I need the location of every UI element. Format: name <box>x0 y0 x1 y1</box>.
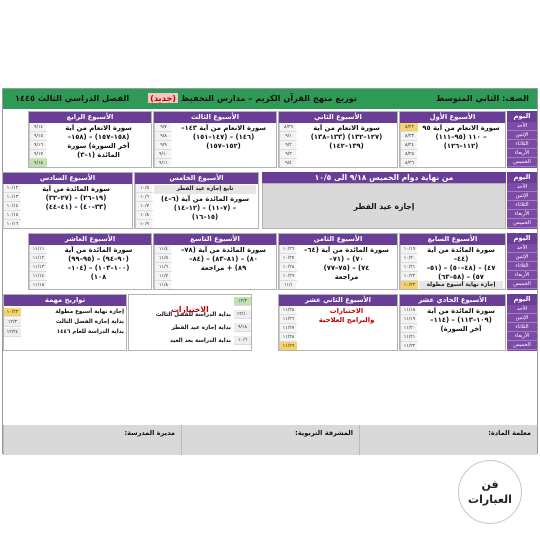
week-content: سورة الانعام من آية (١٢٧–١٣٢) (١٣٣–١٣٨) (١٣٩–١٤٢) <box>310 124 383 150</box>
curriculum-sheet <box>2 88 538 454</box>
day-label: الأحد <box>507 305 537 314</box>
date-cell: ٩/٢ <box>280 141 297 150</box>
date-column <box>154 245 171 290</box>
week-content: سورة المائدة من آية (٦–٤) – (٧–١١) – (١٢–١٤) (١٥–١٦) <box>160 195 250 221</box>
day-column <box>507 244 537 290</box>
date-column <box>279 306 296 351</box>
important-date-row <box>4 328 126 337</box>
week-content: سورة المائدة من آية (٧٨– ٨٠) – (٨١–٨٣) – (٨٤– ٨٩) + مراجعة <box>181 246 266 272</box>
exam-row <box>129 310 251 320</box>
new-tag: (جديد) <box>150 93 176 103</box>
date-cell: ١١/١٥ <box>30 281 47 290</box>
exam-date: ٩/١٨ <box>234 323 251 332</box>
week-block <box>278 111 398 168</box>
week-content: سورة الانعام من آية ٩٥ – ١١٠ (٩٥–١١١) (١١٢–١٢٦) <box>422 124 500 150</box>
day-label: الخميس <box>507 219 537 228</box>
exam-date: ١٢/١٠ <box>234 310 251 319</box>
week-header: الأسبوع الأول <box>400 112 505 123</box>
date-cell: ١١/١٢ <box>30 254 47 263</box>
week-content: سورة المائدة من آية (٦٤– ٧٠) – (٧١– ٧٤) – (٧٥–٧٧) مراجعة <box>304 246 389 281</box>
date-column <box>400 245 417 290</box>
date-column <box>3 184 20 229</box>
date-cell: ١١/٢٩ <box>280 342 297 351</box>
date-cell: ٩/١٧ <box>30 150 47 159</box>
date-cell: ٨/٢٣ <box>401 132 418 141</box>
week-content: سورة المائدة من آية (٤٤– ٤٧) – (٤٨–٥٠) – (٥١– ٥٧) – (٥٨–٦٣) <box>426 246 496 281</box>
signature-footer <box>3 425 537 455</box>
date-cell: ١١/٦ <box>155 263 172 272</box>
exam-text: بداية الدراسة بعد العيد <box>169 338 231 344</box>
day-label: الخميس <box>507 158 537 167</box>
date-cell: ١٠/٢٩ <box>280 272 297 281</box>
principal-signature: مديرة المدرسة: <box>3 425 181 455</box>
date-column <box>29 123 46 168</box>
day-label: الإثنين <box>507 192 537 201</box>
week-block <box>399 233 506 290</box>
week-content: سورة المائدة من آية (١٩–٢٦) – (٢٧–٣٢) (٣٣–٤٠) – (٤١–٤٤) <box>42 185 110 211</box>
date-cell: ١١/٢٧ <box>280 324 297 333</box>
week-block <box>2 172 133 229</box>
week-header: الأسبوع العاشر <box>29 234 151 245</box>
day-label: الخميس <box>507 280 537 289</box>
date-cell: ١٠/٢١ <box>401 263 418 272</box>
day-label: الأحد <box>507 244 537 253</box>
brand-logo <box>448 460 532 530</box>
day-label: الثلاثاء <box>507 201 537 210</box>
week-block <box>28 233 152 290</box>
week-header: الأسبوع الخامس <box>135 173 258 184</box>
week-header: الأسبوع السادس <box>3 173 132 184</box>
week-header: الأسبوع التاسع <box>154 234 276 245</box>
exam-row <box>129 323 251 333</box>
teacher-signature: معلمة المادة: <box>359 425 537 455</box>
day-header: اليوم <box>507 294 537 305</box>
date-cell: ١٠/٧ <box>136 202 153 211</box>
date-cell: ٩/١٦ <box>30 141 47 150</box>
important-dates-block <box>3 294 127 351</box>
week-header: الأسبوع الثامن <box>279 234 397 245</box>
day-column <box>507 305 537 351</box>
date-cell: ١٠/٨ <box>136 211 153 220</box>
date-cell: ٨/٢٩ <box>280 123 297 132</box>
date-column <box>279 123 296 168</box>
date-cell: ١١/٢٨ <box>280 333 297 342</box>
date-cell: ١١/٥ <box>155 254 172 263</box>
date-cell: ١١/١١ <box>30 245 47 254</box>
date-cell: ٩/٩ <box>155 141 172 150</box>
day-label: الثلاثاء <box>507 262 537 271</box>
day-label: الأربعاء <box>507 149 537 158</box>
date-cell: ٩/٨ <box>155 132 172 141</box>
week-block <box>28 111 152 168</box>
date-cell: ١٠/٢٢ <box>401 272 418 281</box>
date-cell: ١١/٧ <box>155 272 172 281</box>
holiday-text: إجازة عيد الفطر <box>353 202 415 211</box>
week-block <box>278 294 398 351</box>
date-cell: ١١/١٨ <box>401 306 418 315</box>
week-block <box>153 233 277 290</box>
date-cell: ١١/٢١ <box>401 333 418 342</box>
date-cell: ٩/١٠ <box>155 150 172 159</box>
term-label: الفصل الدراسي الثالث ١٤٤٥ <box>15 93 130 103</box>
day-label: الإثنين <box>507 131 537 140</box>
week-content: سورة الانعام من آية ١٤٣– (١٤٦) – (١٤٧–١٥١) (١٥٢–١٥٧) <box>181 124 266 150</box>
date-cell: ١١/٢٠ <box>401 324 418 333</box>
day-header: اليوم <box>507 233 537 244</box>
day-header: اليوم <box>507 172 537 183</box>
week-header: الأسبوع الثاني عشر <box>279 295 397 306</box>
week-note: تابع إجازة عيد الفطر <box>154 185 256 194</box>
date-cell: ١١/٢٢ <box>401 342 418 351</box>
date-column <box>29 245 46 290</box>
week-content: الاختبارات والبرامج العلاجية <box>318 307 375 324</box>
main-title: توزيع منهج القرآن الكريم – مدارس التحفيظ (جديد) <box>150 93 357 103</box>
date-cell: ٨/٢٥ <box>401 150 418 159</box>
date-cell: ١٠/٩ <box>136 220 153 229</box>
day-header: اليوم <box>507 111 537 122</box>
day-label: الإثنين <box>507 314 537 323</box>
date-column <box>400 123 417 168</box>
logo-ring <box>458 460 522 524</box>
logo-text-2: العبارات <box>468 493 512 506</box>
date-cell: ١٠/١٦ <box>4 220 21 229</box>
important-date-row <box>4 318 126 327</box>
title-bar <box>3 89 537 109</box>
important-text: بداية الدراسة للعام ١٤٤٦ <box>56 329 124 335</box>
important-text: إجازة نهاية أسبوع مطولة <box>55 309 124 315</box>
date-cell: ١١/١٣ <box>30 263 47 272</box>
day-label: الثلاثاء <box>507 323 537 332</box>
day-label: الإثنين <box>507 253 537 262</box>
date-cell: ١٠/١٩ <box>401 245 418 254</box>
date-cell: ٩/١٥ <box>30 132 47 141</box>
week-content: سورة المائدة من آية (٩٠–٩٤) – (٩٥–٩٩) (١٠٠–١٠٣) – (١٠٤– ١٠٨) <box>64 246 133 281</box>
date-cell: ١٠/٢٣ <box>401 281 418 290</box>
date-cell: ١١/٨ <box>155 281 172 290</box>
important-date-row <box>4 308 126 317</box>
exam-date: ١٢/٣ <box>234 297 251 306</box>
date-column <box>400 306 417 351</box>
week-content: سورة المائدة من آية (١٠٩–١١٣) – (١١٤– آخر السورة) <box>427 307 495 333</box>
day-column <box>507 122 537 168</box>
date-cell: ٩/٧ <box>155 123 172 132</box>
week-block <box>399 294 506 351</box>
day-label: الأربعاء <box>507 271 537 280</box>
exams-block <box>128 294 252 351</box>
day-label: الأربعاء <box>507 332 537 341</box>
grade-label: الصف: الثاني المتوسط <box>436 93 529 103</box>
important-text: بداية إجازة الفصل الثالث <box>55 319 124 325</box>
important-date: ١٠/٢٣ <box>4 308 21 317</box>
date-cell: ٩/١ <box>280 132 297 141</box>
date-column <box>154 123 171 168</box>
supervisor-signature: المشرفة التربوية: <box>181 425 359 455</box>
date-cell: ٩/١٨ <box>30 159 47 168</box>
date-cell: ٩/١٤ <box>30 123 47 132</box>
important-dates-header: تواريخ مهمة <box>4 295 126 306</box>
date-cell: ١٠/٦ <box>136 193 153 202</box>
date-cell: ١٠/٢٦ <box>280 245 297 254</box>
week-block <box>278 233 398 290</box>
day-label: الأحد <box>507 183 537 192</box>
exam-text: بداية إجازة عيد الفطر <box>171 325 231 331</box>
date-column <box>279 245 296 290</box>
logo-text-1: فن <box>481 478 499 491</box>
date-cell: ١٠/١٣ <box>4 193 21 202</box>
date-cell: ١١/٤ <box>155 245 172 254</box>
week-header: الأسبوع الثالث <box>154 112 276 123</box>
week-block <box>153 111 277 168</box>
date-cell: ٩/٤ <box>280 159 297 168</box>
date-cell: ١١/١٤ <box>30 272 47 281</box>
date-cell: ١١/٢٥ <box>280 306 297 315</box>
date-cell: ٨/٢٢ <box>401 123 418 132</box>
day-label: الأحد <box>507 122 537 131</box>
date-cell: ١١/١٩ <box>401 315 418 324</box>
week-content: سورة الانعام من آية (١٥٨–١٥٧) – (١٥٨– آخر السورة) سورة المائدة (١–٣) <box>65 124 132 159</box>
week-block <box>399 111 506 168</box>
date-cell: ٨/٢٤ <box>401 141 418 150</box>
date-cell: ١٠/١٢ <box>4 184 21 193</box>
date-cell: ١٠/٢٧ <box>280 254 297 263</box>
week-header: الأسبوع الحادي عشر <box>400 295 505 306</box>
day-label: الخميس <box>507 341 537 350</box>
date-column <box>135 184 152 229</box>
important-date: ١٢/٢٤ <box>4 328 21 337</box>
date-cell: ١١/٢٦ <box>280 315 297 324</box>
exam-row <box>129 297 251 307</box>
week-header: الأسبوع الثاني <box>279 112 397 123</box>
day-label: الثلاثاء <box>507 140 537 149</box>
important-date: ١٢/٣ <box>4 318 21 327</box>
week-header: الأسبوع السابع <box>400 234 505 245</box>
day-label: الأربعاء <box>507 210 537 219</box>
week-note: إجازة نهاية أسبوع مطولة <box>419 281 503 290</box>
date-cell: ١٠/١٤ <box>4 202 21 211</box>
date-cell: ١٠/٢٨ <box>280 263 297 272</box>
date-cell: ٨/٢٦ <box>401 159 418 168</box>
holiday-band: من نهاية دوام الخميس ٩/١٨ الى ١٠/٥ <box>262 172 506 183</box>
holiday-block <box>262 183 506 229</box>
date-cell: ١٠/٢٠ <box>401 254 418 263</box>
week-header: الأسبوع الرابع <box>29 112 151 123</box>
date-cell: ١٠/١٥ <box>4 211 21 220</box>
exam-row <box>129 336 251 346</box>
exam-date: ١٠/٦ <box>234 336 251 345</box>
week-block <box>134 172 259 229</box>
exam-text: بداية الدراسة للفصل الثالث <box>155 312 231 318</box>
date-cell: ١١/١ <box>280 281 297 290</box>
exams-title: الاختبارات <box>171 305 209 314</box>
date-cell: ٩/٣ <box>280 150 297 159</box>
date-cell: ٩/١١ <box>155 159 172 168</box>
day-column <box>507 183 537 229</box>
date-cell: ١٠/٥ <box>136 184 153 193</box>
